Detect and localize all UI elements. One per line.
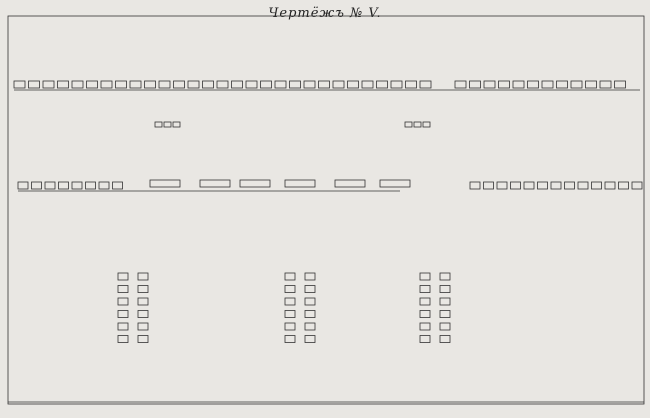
front-line-square: [14, 81, 25, 88]
front-line-square: [377, 81, 388, 88]
reserve-square: [285, 336, 295, 343]
front-line-square: [246, 81, 257, 88]
reserve-square: [305, 336, 315, 343]
front-line-square: [362, 81, 373, 88]
second-line-block: [200, 180, 230, 187]
group-square: [173, 122, 180, 127]
front-line-square: [528, 81, 539, 88]
reserve-square: [285, 323, 295, 330]
front-line-square: [499, 81, 510, 88]
reserve-square: [440, 273, 450, 280]
reserve-square: [305, 298, 315, 305]
reserve-square: [420, 286, 430, 293]
front-line-square: [484, 81, 495, 88]
second-line-square: [72, 182, 82, 189]
reserve-square: [440, 323, 450, 330]
group-square: [164, 122, 171, 127]
sheet-frame: [8, 16, 644, 404]
front-line-square: [261, 81, 272, 88]
front-line-square: [557, 81, 568, 88]
second-line-square: [59, 182, 69, 189]
reserve-square: [285, 298, 295, 305]
reserve-square: [305, 286, 315, 293]
front-line-square: [58, 81, 69, 88]
reserve-square: [440, 286, 450, 293]
second-line-square: [619, 182, 629, 189]
group-square: [423, 122, 430, 127]
reserve-square: [118, 273, 128, 280]
reserve-square: [305, 273, 315, 280]
front-line-square: [275, 81, 286, 88]
front-line-square: [615, 81, 626, 88]
front-line-square: [159, 81, 170, 88]
front-line-square: [420, 81, 431, 88]
second-line-square: [538, 182, 548, 189]
reserve-square: [420, 298, 430, 305]
reserve-square: [118, 323, 128, 330]
front-line-square: [217, 81, 228, 88]
reserve-square: [440, 336, 450, 343]
front-line-square: [203, 81, 214, 88]
group-square: [414, 122, 421, 127]
front-line-square: [391, 81, 402, 88]
second-line-square: [45, 182, 55, 189]
reserve-square: [285, 273, 295, 280]
second-line-square: [86, 182, 96, 189]
second-line-block: [335, 180, 365, 187]
group-square: [155, 122, 162, 127]
front-line-square: [348, 81, 359, 88]
second-line-square: [18, 182, 28, 189]
reserve-square: [138, 298, 148, 305]
front-line-square: [319, 81, 330, 88]
second-line-block: [285, 180, 315, 187]
second-line-square: [99, 182, 109, 189]
front-line-square: [542, 81, 553, 88]
second-line-square: [470, 182, 480, 189]
reserve-square: [285, 286, 295, 293]
reserve-square: [138, 273, 148, 280]
reserve-square: [285, 311, 295, 318]
reserve-square: [138, 336, 148, 343]
reserve-square: [118, 298, 128, 305]
second-line-square: [497, 182, 507, 189]
reserve-square: [420, 311, 430, 318]
front-line-square: [406, 81, 417, 88]
front-line-square: [43, 81, 54, 88]
front-line-square: [87, 81, 98, 88]
sheet-title: Чертёжъ № V.: [268, 6, 382, 21]
front-line-square: [116, 81, 127, 88]
front-line-square: [586, 81, 597, 88]
second-line-square: [32, 182, 42, 189]
reserve-square: [118, 286, 128, 293]
front-line-square: [145, 81, 156, 88]
front-line-square: [571, 81, 582, 88]
second-line-block: [240, 180, 270, 187]
front-line-square: [470, 81, 481, 88]
reserve-square: [138, 323, 148, 330]
reserve-square: [118, 311, 128, 318]
front-line-square: [290, 81, 301, 88]
reserve-square: [138, 286, 148, 293]
reserve-square: [305, 311, 315, 318]
front-line-square: [174, 81, 185, 88]
front-line-square: [600, 81, 611, 88]
second-line-square: [632, 182, 642, 189]
front-line-square: [513, 81, 524, 88]
second-line-block: [380, 180, 410, 187]
second-line-square: [551, 182, 561, 189]
reserve-square: [420, 336, 430, 343]
reserve-square: [420, 273, 430, 280]
front-line-square: [232, 81, 243, 88]
second-line-square: [565, 182, 575, 189]
second-line-square: [113, 182, 123, 189]
front-line-square: [130, 81, 141, 88]
front-line-square: [455, 81, 466, 88]
reserve-square: [138, 311, 148, 318]
reserve-square: [440, 311, 450, 318]
front-line-square: [333, 81, 344, 88]
reserve-square: [440, 298, 450, 305]
reserve-square: [305, 323, 315, 330]
front-line-square: [29, 81, 40, 88]
front-line-square: [101, 81, 112, 88]
second-line-square: [511, 182, 521, 189]
group-square: [405, 122, 412, 127]
second-line-square: [524, 182, 534, 189]
front-line-square: [72, 81, 83, 88]
second-line-square: [605, 182, 615, 189]
second-line-block: [150, 180, 180, 187]
front-line-square: [188, 81, 199, 88]
second-line-square: [592, 182, 602, 189]
reserve-square: [420, 323, 430, 330]
second-line-square: [484, 182, 494, 189]
front-line-square: [304, 81, 315, 88]
reserve-square: [118, 336, 128, 343]
second-line-square: [578, 182, 588, 189]
